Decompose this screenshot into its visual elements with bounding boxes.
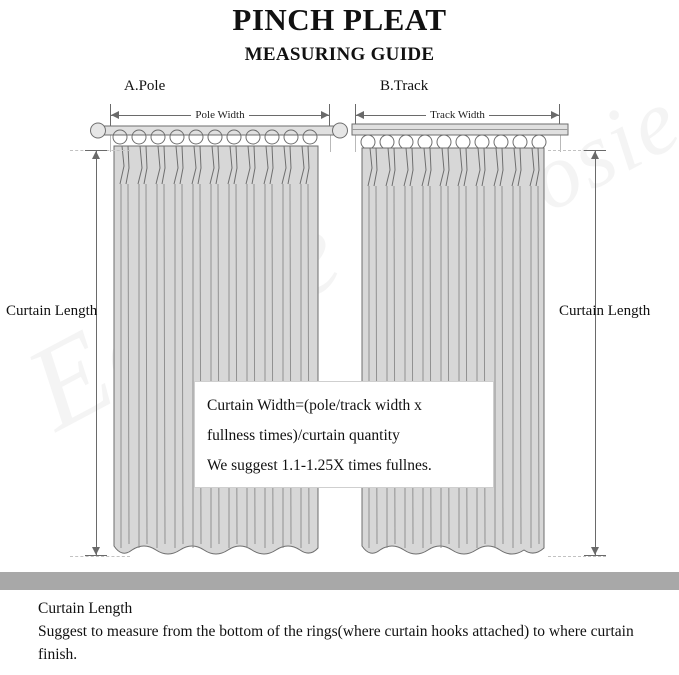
note-section [0,590,679,675]
arrow-up-icon [92,151,100,159]
curtain-length-dimension-right [584,150,606,556]
note-title: Curtain Length [38,600,133,617]
curtain-length-label-right: Curtain Length [559,303,651,319]
panel-label-pole: A.Pole [124,78,166,94]
page-subtitle: MEASURING GUIDE [244,44,435,65]
formula-line-2: fullness times)/curtain quantity [207,427,400,444]
formula-line-3: We suggest 1.1-1.25X times fullnes. [207,457,432,474]
pole-width-label: Pole Width [191,105,248,125]
note-body: Suggest to measure from the bottom of the rings(where curtain hooks attached) to where curtain finish. [38,623,634,663]
arrow-down-icon [591,547,599,555]
guide-line-bottom-right [548,556,606,557]
curtain-length-label-left: Curtain Length [6,303,98,319]
formula-line-1: Curtain Width=(pole/track width x [207,397,422,414]
dimension-line [595,150,596,556]
formula-box [194,381,494,488]
page-title: PINCH PLEAT [232,2,447,37]
guide-line-bottom-left [70,556,130,557]
curtain-length-dimension-left [85,150,107,556]
arrow-down-icon [92,547,100,555]
dimension-line [96,150,97,556]
curtain-illustration-pole [84,118,354,563]
curtain-illustration-track [340,118,580,563]
panel-label-track: B.Track [380,78,429,94]
note-divider-bar [0,572,679,590]
arrow-up-icon [591,151,599,159]
track-width-label: Track Width [426,105,489,125]
